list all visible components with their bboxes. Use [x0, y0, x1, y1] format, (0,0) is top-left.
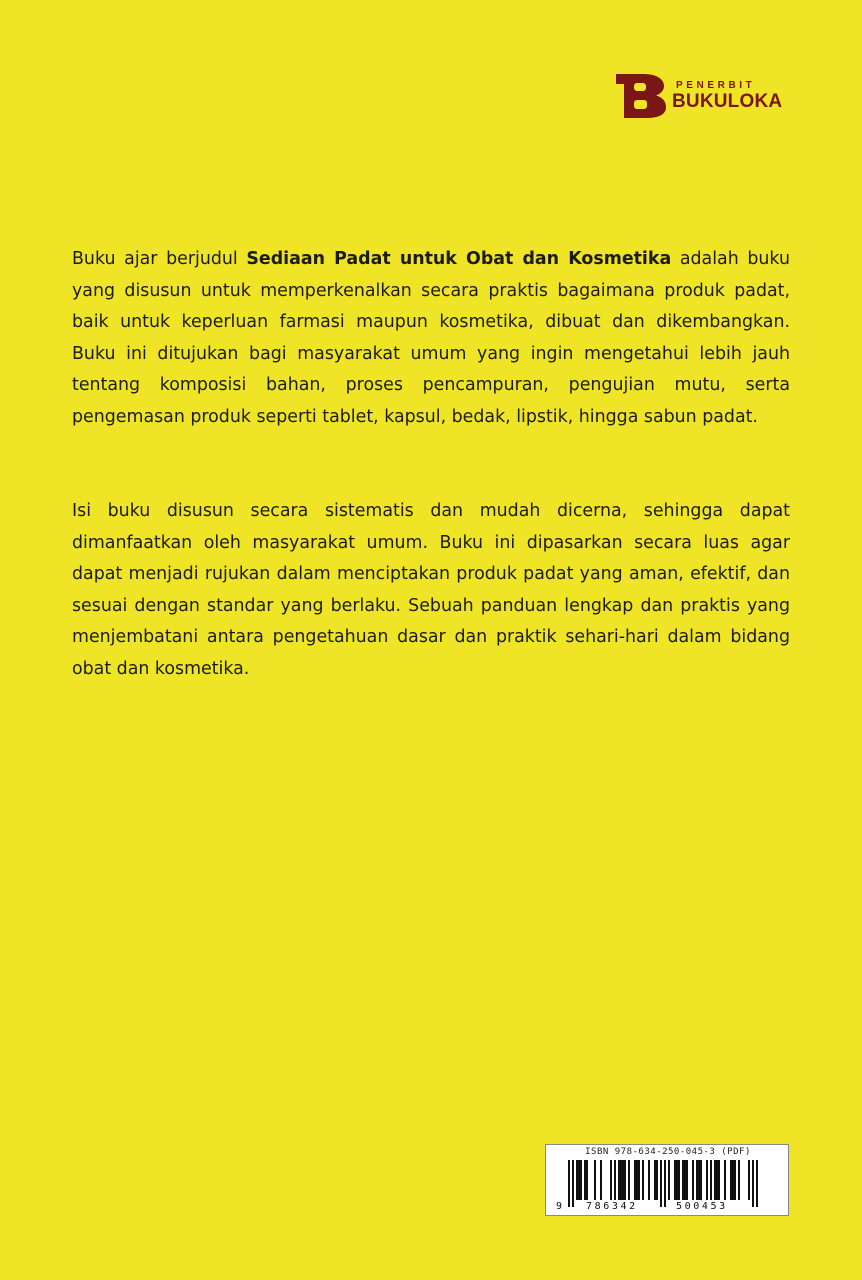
description-paragraph-2: Isi buku disusun secara sistematis dan mudah dicerna, sehingga dapat dimanfaatkan oleh masyarakat umum. Buku ini dipasarkan secara luas agar dapat menjadi rujukan dalam menciptakan produk padat yang aman, efektif, dan sesuai dengan standar yang berlaku. Sebuah panduan lengkap dan praktis yang menjembatani antara pengetahuan dasar dan praktik sehari-hari dalam bidang obat dan kosmetika. [72, 501, 790, 679]
paragraph-intro: Buku ajar berjudul [72, 249, 247, 269]
barcode-bar [568, 1160, 570, 1207]
barcode-bar [576, 1160, 578, 1200]
barcode-bar [656, 1160, 658, 1200]
barcode-bar [686, 1160, 688, 1200]
barcode-bar [706, 1160, 708, 1200]
barcode-bar [676, 1160, 678, 1200]
barcode-bar [752, 1160, 754, 1207]
barcode-bar [696, 1160, 698, 1200]
barcode-bar [692, 1160, 694, 1200]
isbn-barcode [545, 1144, 789, 1216]
paragraph-body: adalah buku yang disusun untuk memperkenalkan secara praktis bagaimana produk padat, baik untuk keperluan farmasi maupun kosmetika, dibuat dan dikembangkan. Buku ini ditujukan bagi masyarakat umum yang ingin mengetahui lebih jauh tentang komposisi bahan, proses pencampuran, pengujian mutu, serta pengemasan produk seperti tablet, kapsul, bedak, lipstik, hingga sabun padat. [72, 249, 790, 427]
barcode-bar [748, 1160, 750, 1200]
barcode-bar [636, 1160, 638, 1200]
barcode-bar [620, 1160, 622, 1200]
barcode-bar [730, 1160, 732, 1200]
barcode-lead-digit: 9 [556, 1201, 563, 1212]
barcode-bar [698, 1160, 700, 1200]
barcode-bar [684, 1160, 686, 1200]
barcode-bar [756, 1160, 758, 1207]
barcode-bar [724, 1160, 726, 1200]
barcode-bar [622, 1160, 624, 1200]
barcode-bar [668, 1160, 670, 1200]
barcode-bar [572, 1160, 574, 1207]
barcode-bar [738, 1160, 740, 1200]
barcode-bar [600, 1160, 602, 1200]
barcode-right-digits: 500453 [676, 1201, 728, 1212]
barcode-bar [732, 1160, 734, 1200]
barcode-bar [628, 1160, 630, 1200]
barcode-bar [674, 1160, 676, 1200]
barcode-bar [714, 1160, 716, 1200]
barcode-bar [716, 1160, 718, 1200]
barcode-bar [618, 1160, 620, 1200]
barcode-bar [660, 1160, 662, 1207]
barcode-bar [642, 1160, 644, 1200]
barcode-left-digits: 786342 [586, 1201, 638, 1212]
barcode-bar [610, 1160, 612, 1200]
publisher-label: PENERBIT [676, 80, 756, 91]
barcode-bar [654, 1160, 656, 1200]
description-paragraph-1 [72, 244, 790, 433]
barcode-bar [700, 1160, 702, 1200]
barcode-bar [584, 1160, 586, 1200]
barcode-bar [710, 1160, 712, 1200]
barcode-bar [678, 1160, 680, 1200]
publisher-name: BUKULOKA [672, 91, 783, 112]
barcode-bar [638, 1160, 640, 1200]
publisher-logo [614, 72, 794, 120]
barcode-bar [634, 1160, 636, 1200]
barcode-bar [594, 1160, 596, 1200]
book-title: Sediaan Padat untuk Obat dan Kosmetika [246, 249, 672, 269]
barcode-bar [624, 1160, 626, 1200]
barcode-bar [614, 1160, 616, 1200]
barcode-bar [682, 1160, 684, 1200]
barcode-bar [586, 1160, 588, 1200]
barcode-bar [664, 1160, 666, 1207]
barcode-bar [580, 1160, 582, 1200]
isbn-label: ISBN 978-634-250-045-3 (PDF) [585, 1147, 751, 1157]
barcode-bar [734, 1160, 736, 1200]
bukuloka-b-icon [614, 72, 668, 120]
barcode-bar [648, 1160, 650, 1200]
barcode-bar [578, 1160, 580, 1200]
barcode-bar [718, 1160, 720, 1200]
